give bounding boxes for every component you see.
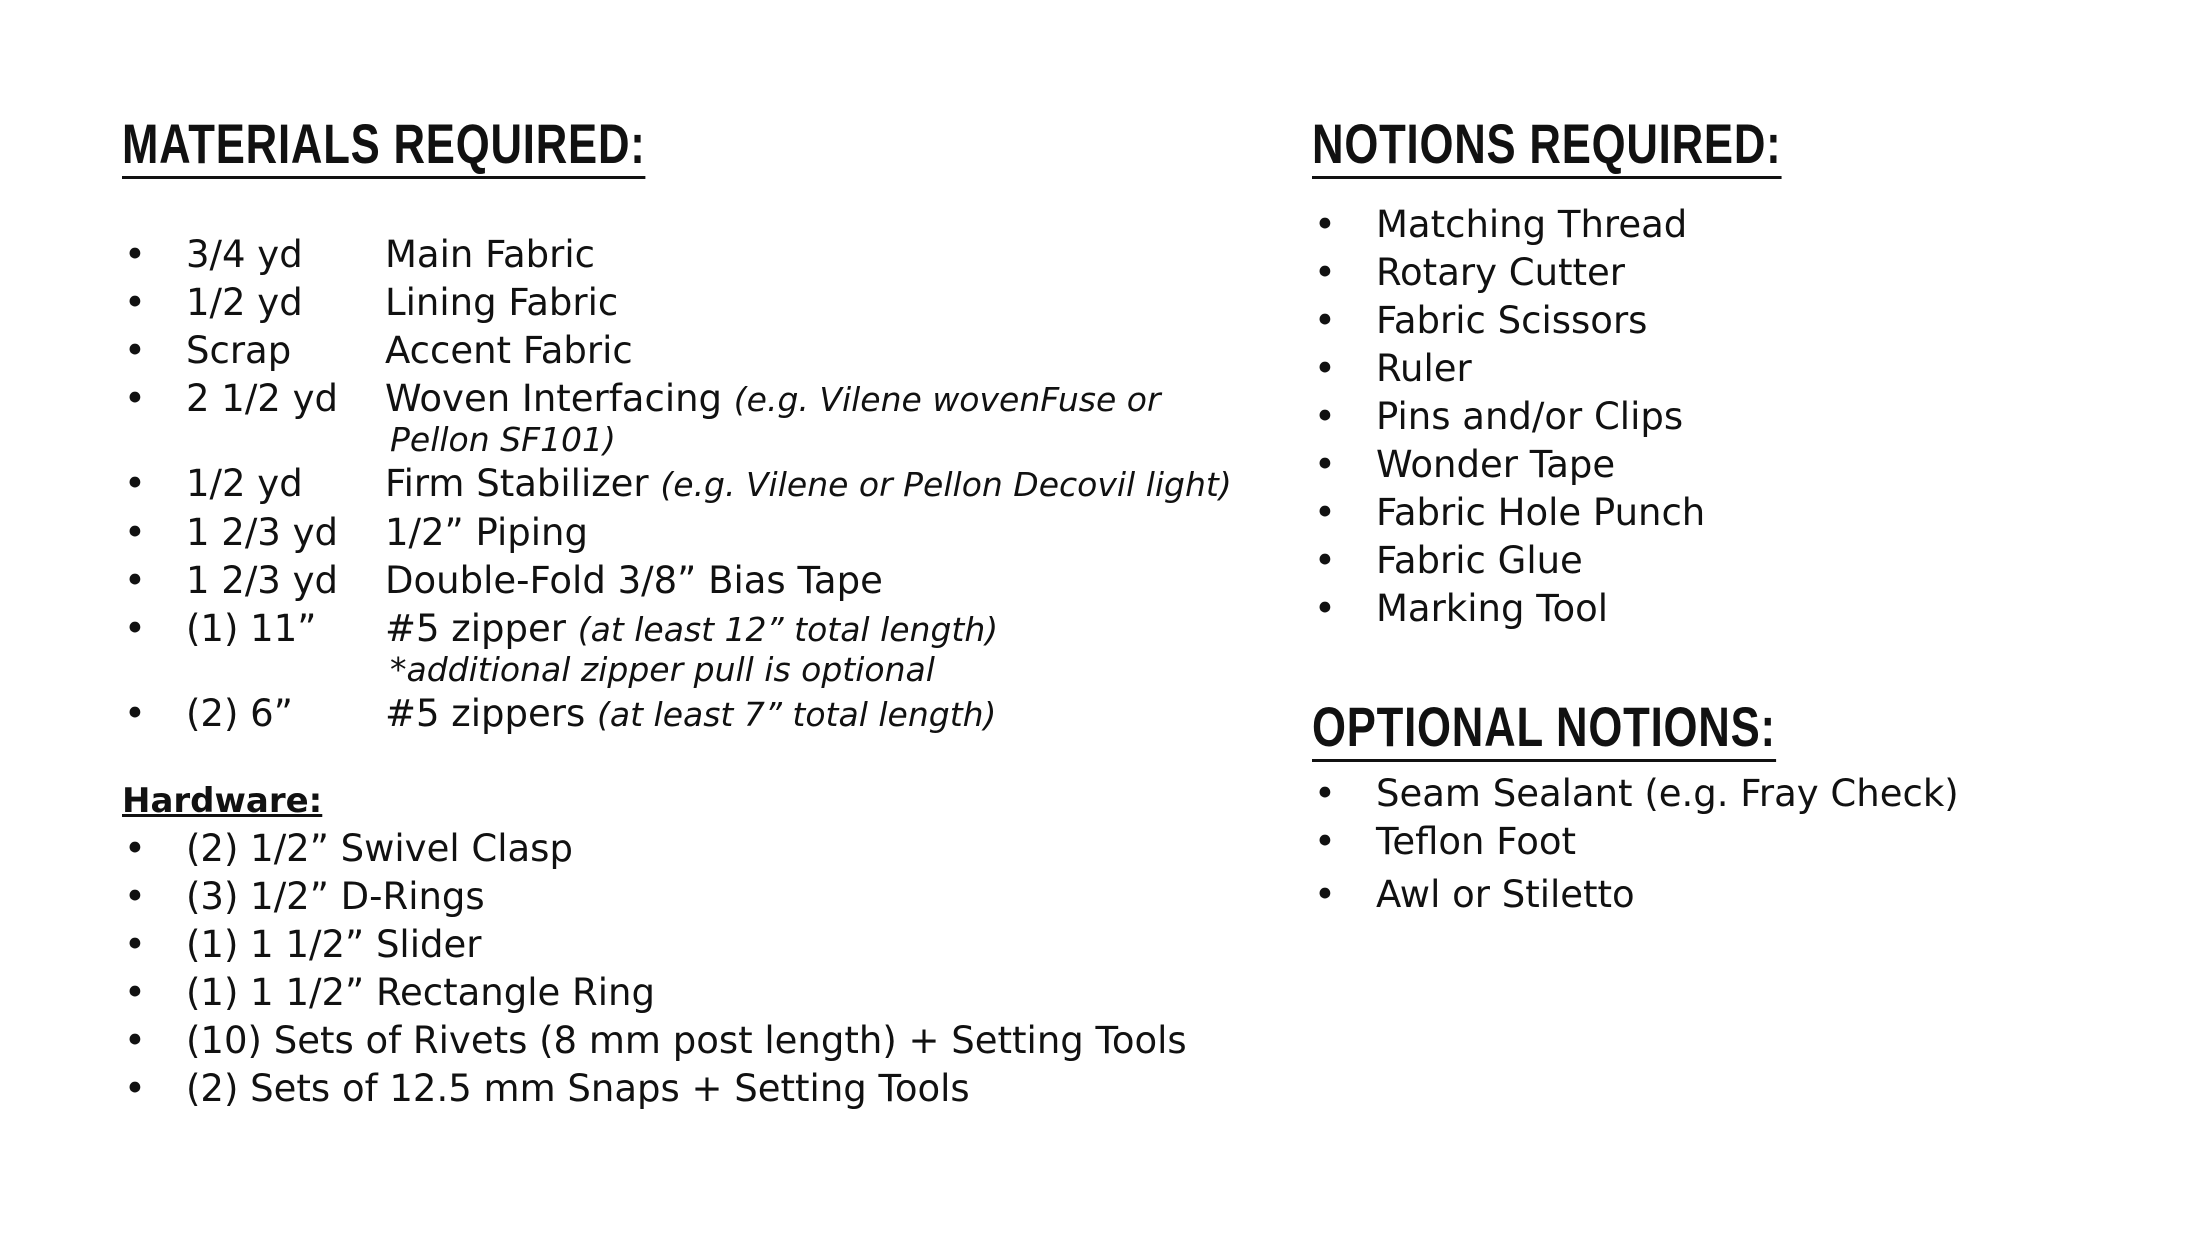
material-qty: (2) 6” <box>186 692 293 735</box>
notion-item: • Fabric Hole Punch <box>1312 489 2152 537</box>
notion-item: • Matching Thread <box>1312 201 2152 249</box>
material-qty: 3/4 yd <box>186 233 303 276</box>
material-note: (e.g. Vilene wovenFuse or <box>733 380 1161 419</box>
material-qty: 1/2 yd <box>186 281 303 324</box>
material-qty: 1/2 yd <box>186 462 303 505</box>
material-item <box>122 279 1302 327</box>
material-item <box>122 375 1302 460</box>
material-item <box>122 327 1302 375</box>
notion-item: • Fabric Glue <box>1312 537 2152 585</box>
notion-item: • Wonder Tape <box>1312 441 2152 489</box>
material-name: #5 zippers <box>385 692 586 735</box>
material-name: #5 zipper <box>385 607 566 650</box>
material-qty: (1) 11” <box>186 607 317 650</box>
material-note: (at least 12” total length) <box>577 610 999 649</box>
material-note: (e.g. Vilene or Pellon Decovil light) <box>660 465 1232 504</box>
material-qty: Scrap <box>186 329 292 372</box>
material-name: Accent Fabric <box>385 329 633 372</box>
hardware-list <box>122 825 1302 1113</box>
notion-item: • Rotary Cutter <box>1312 249 2152 297</box>
material-qty: 1 2/3 yd <box>186 511 338 554</box>
material-name: Woven Interfacing <box>385 377 723 420</box>
material-item <box>122 231 1302 279</box>
material-item <box>122 460 1302 509</box>
material-item <box>122 690 1302 739</box>
materials-column <box>122 112 1302 1113</box>
hardware-item: • (1) 1 1/2” Slider <box>122 921 1302 969</box>
optional-notions-heading: OPTIONAL NOTIONS: <box>1312 699 1776 762</box>
optional-notion-item: • Seam Sealant (e.g. Fray Check) <box>1312 770 2152 818</box>
material-qty: 1 2/3 yd <box>186 559 338 602</box>
notion-item: • Ruler <box>1312 345 2152 393</box>
optional-notion-item: • Awl or Stiletto <box>1312 871 2152 919</box>
notions-heading: NOTIONS REQUIRED: <box>1312 116 1781 179</box>
materials-list <box>122 231 1302 739</box>
material-name: Lining Fabric <box>385 281 619 324</box>
material-name: 1/2” Piping <box>385 511 588 554</box>
optional-notion-item: • Teflon Foot <box>1312 818 2152 866</box>
notion-item: • Fabric Scissors <box>1312 297 2152 345</box>
material-qty: 2 1/2 yd <box>186 377 338 420</box>
material-item <box>122 509 1302 557</box>
notions-column <box>1312 112 2152 919</box>
material-item <box>122 605 1302 690</box>
material-name: Double-Fold 3/8” Bias Tape <box>385 559 883 602</box>
notions-list <box>1312 201 2152 633</box>
optional-notions-list <box>1312 770 2152 919</box>
notion-item: • Pins and/or Clips <box>1312 393 2152 441</box>
hardware-item: • (2) 1/2” Swivel Clasp <box>122 825 1302 873</box>
hardware-item: • (10) Sets of Rivets (8 mm post length) + Setting Tools <box>122 1017 1302 1065</box>
hardware-item: • (3) 1/2” D-Rings <box>122 873 1302 921</box>
material-name: Firm Stabilizer <box>385 462 649 505</box>
material-item <box>122 557 1302 605</box>
material-note: (at least 7” total length) <box>597 695 997 734</box>
hardware-title: Hardware: <box>122 781 323 821</box>
material-name: Main Fabric <box>385 233 595 276</box>
hardware-item: • (2) Sets of 12.5 mm Snaps + Setting Tools <box>122 1065 1302 1113</box>
notion-item: • Marking Tool <box>1312 585 2152 633</box>
material-sub-note: Pellon SF101) <box>390 420 616 459</box>
material-sub-note: *additional zipper pull is optional <box>390 650 935 689</box>
materials-heading: MATERIALS REQUIRED: <box>122 116 646 179</box>
hardware-item: • (1) 1 1/2” Rectangle Ring <box>122 969 1302 1017</box>
